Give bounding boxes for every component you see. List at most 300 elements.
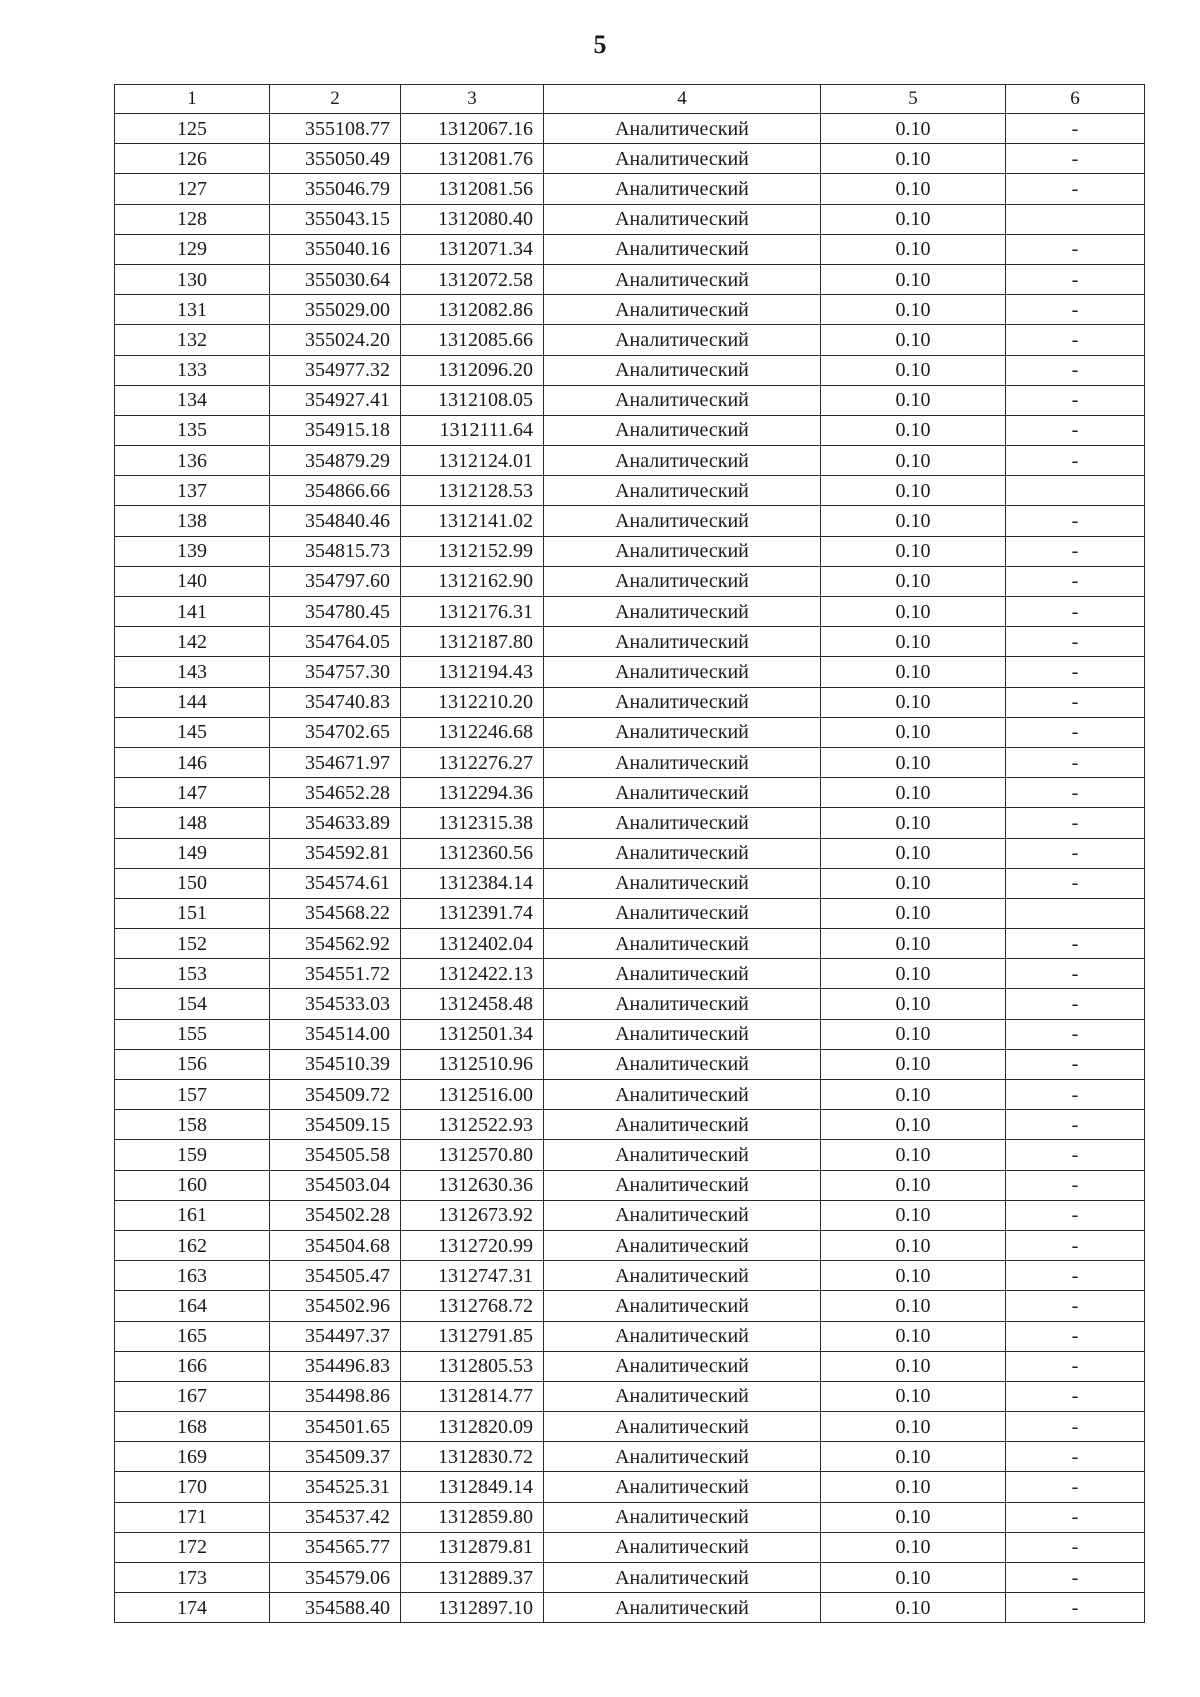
cell-coord-y: 1312096.20	[401, 355, 544, 385]
cell-coord-x: 354757.30	[270, 657, 401, 687]
cell-description: -	[1006, 264, 1145, 294]
cell-accuracy: 0.10	[821, 1110, 1006, 1140]
table-row	[115, 1381, 1145, 1411]
table-row	[115, 657, 1145, 687]
cell-coord-x: 354915.18	[270, 415, 401, 445]
cell-method: Аналитический	[544, 144, 821, 174]
cell-method: Аналитический	[544, 295, 821, 325]
table-row	[115, 1532, 1145, 1562]
cell-accuracy: 0.10	[821, 929, 1006, 959]
cell-point-number: 131	[115, 295, 270, 325]
cell-description: -	[1006, 1049, 1145, 1079]
cell-coord-y: 1312082.86	[401, 295, 544, 325]
cell-description: -	[1006, 717, 1145, 747]
cell-description: -	[1006, 1170, 1145, 1200]
cell-coord-x: 354740.83	[270, 687, 401, 717]
cell-description: -	[1006, 1140, 1145, 1170]
cell-coord-x: 354671.97	[270, 747, 401, 777]
cell-coord-x: 354509.15	[270, 1110, 401, 1140]
table-row	[115, 1351, 1145, 1381]
cell-method: Аналитический	[544, 687, 821, 717]
cell-coord-y: 1312849.14	[401, 1472, 544, 1502]
table-row	[115, 506, 1145, 536]
table-row	[115, 476, 1145, 506]
cell-point-number: 167	[115, 1381, 270, 1411]
table-row	[115, 929, 1145, 959]
cell-accuracy: 0.10	[821, 325, 1006, 355]
cell-coord-x: 354533.03	[270, 989, 401, 1019]
cell-description: -	[1006, 1442, 1145, 1472]
table-row	[115, 1472, 1145, 1502]
cell-accuracy: 0.10	[821, 898, 1006, 928]
cell-accuracy: 0.10	[821, 385, 1006, 415]
cell-method: Аналитический	[544, 1200, 821, 1230]
cell-description: -	[1006, 1563, 1145, 1593]
cell-accuracy: 0.10	[821, 1230, 1006, 1260]
table-row	[115, 1412, 1145, 1442]
cell-accuracy: 0.10	[821, 204, 1006, 234]
cell-method: Аналитический	[544, 566, 821, 596]
cell-coord-x: 354514.00	[270, 1019, 401, 1049]
cell-accuracy: 0.10	[821, 1321, 1006, 1351]
cell-method: Аналитический	[544, 446, 821, 476]
cell-accuracy: 0.10	[821, 1140, 1006, 1170]
table-row	[115, 808, 1145, 838]
cell-coord-x: 354509.37	[270, 1442, 401, 1472]
cell-method: Аналитический	[544, 597, 821, 627]
cell-method: Аналитический	[544, 838, 821, 868]
cell-coord-x: 354633.89	[270, 808, 401, 838]
cell-description: -	[1006, 114, 1145, 144]
cell-method: Аналитический	[544, 355, 821, 385]
cell-method: Аналитический	[544, 1080, 821, 1110]
cell-method: Аналитический	[544, 536, 821, 566]
cell-description: -	[1006, 1593, 1145, 1623]
cell-description: -	[1006, 446, 1145, 476]
cell-accuracy: 0.10	[821, 1080, 1006, 1110]
cell-description: -	[1006, 1381, 1145, 1411]
page-number: 5	[593, 30, 607, 59]
cell-coord-x: 354574.61	[270, 868, 401, 898]
table-row	[115, 385, 1145, 415]
cell-coord-y: 1312458.48	[401, 989, 544, 1019]
cell-description: -	[1006, 295, 1145, 325]
cell-coord-x: 354840.46	[270, 506, 401, 536]
cell-coord-x: 354537.42	[270, 1502, 401, 1532]
cell-coord-y: 1312128.53	[401, 476, 544, 506]
cell-accuracy: 0.10	[821, 1472, 1006, 1502]
cell-description: -	[1006, 808, 1145, 838]
cell-method: Аналитический	[544, 1502, 821, 1532]
cell-accuracy: 0.10	[821, 536, 1006, 566]
cell-accuracy: 0.10	[821, 1261, 1006, 1291]
cell-coord-x: 354977.32	[270, 355, 401, 385]
cell-accuracy: 0.10	[821, 264, 1006, 294]
table-row	[115, 959, 1145, 989]
cell-method: Аналитический	[544, 1261, 821, 1291]
table-row	[115, 838, 1145, 868]
cell-point-number: 126	[115, 144, 270, 174]
cell-coord-y: 1312879.81	[401, 1532, 544, 1562]
cell-accuracy: 0.10	[821, 1563, 1006, 1593]
header-col-2: 2	[270, 85, 401, 114]
cell-point-number: 165	[115, 1321, 270, 1351]
table-row	[115, 1019, 1145, 1049]
cell-accuracy: 0.10	[821, 446, 1006, 476]
table-row	[115, 1261, 1145, 1291]
cell-coord-y: 1312194.43	[401, 657, 544, 687]
table-body	[115, 114, 1145, 1623]
cell-method: Аналитический	[544, 1140, 821, 1170]
cell-description: -	[1006, 1230, 1145, 1260]
cell-point-number: 141	[115, 597, 270, 627]
cell-description: -	[1006, 174, 1145, 204]
cell-description: -	[1006, 506, 1145, 536]
cell-point-number: 143	[115, 657, 270, 687]
cell-point-number: 172	[115, 1532, 270, 1562]
cell-accuracy: 0.10	[821, 778, 1006, 808]
cell-method: Аналитический	[544, 204, 821, 234]
cell-accuracy: 0.10	[821, 687, 1006, 717]
table-row	[115, 234, 1145, 264]
cell-coord-y: 1312402.04	[401, 929, 544, 959]
table-row	[115, 597, 1145, 627]
cell-coord-y: 1312791.85	[401, 1321, 544, 1351]
cell-description: -	[1006, 597, 1145, 627]
cell-point-number: 138	[115, 506, 270, 536]
cell-coord-x: 354551.72	[270, 959, 401, 989]
cell-accuracy: 0.10	[821, 657, 1006, 687]
table-row	[115, 989, 1145, 1019]
table-row	[115, 778, 1145, 808]
cell-coord-x: 355030.64	[270, 264, 401, 294]
cell-coord-y: 1312889.37	[401, 1563, 544, 1593]
cell-accuracy: 0.10	[821, 1351, 1006, 1381]
table-row	[115, 1593, 1145, 1623]
cell-method: Аналитический	[544, 476, 821, 506]
cell-method: Аналитический	[544, 1412, 821, 1442]
cell-coord-x: 354588.40	[270, 1593, 401, 1623]
cell-point-number: 145	[115, 717, 270, 747]
coordinates-table	[114, 84, 1145, 1623]
table-row	[115, 717, 1145, 747]
cell-method: Аналитический	[544, 1321, 821, 1351]
cell-coord-y: 1312820.09	[401, 1412, 544, 1442]
cell-method: Аналитический	[544, 415, 821, 445]
cell-coord-y: 1312294.36	[401, 778, 544, 808]
cell-point-number: 151	[115, 898, 270, 928]
cell-point-number: 161	[115, 1200, 270, 1230]
cell-coord-y: 1312516.00	[401, 1080, 544, 1110]
cell-point-number: 137	[115, 476, 270, 506]
cell-coord-y: 1312162.90	[401, 566, 544, 596]
header-col-5: 5	[821, 85, 1006, 114]
cell-accuracy: 0.10	[821, 1412, 1006, 1442]
cell-coord-x: 355024.20	[270, 325, 401, 355]
cell-method: Аналитический	[544, 1351, 821, 1381]
cell-description: -	[1006, 536, 1145, 566]
cell-coord-x: 354652.28	[270, 778, 401, 808]
cell-accuracy: 0.10	[821, 627, 1006, 657]
cell-method: Аналитический	[544, 868, 821, 898]
table-row	[115, 446, 1145, 476]
cell-coord-x: 354503.04	[270, 1170, 401, 1200]
cell-description: -	[1006, 959, 1145, 989]
cell-accuracy: 0.10	[821, 1200, 1006, 1230]
cell-accuracy: 0.10	[821, 1291, 1006, 1321]
cell-accuracy: 0.10	[821, 476, 1006, 506]
cell-description: -	[1006, 627, 1145, 657]
cell-description	[1006, 204, 1145, 234]
cell-description: -	[1006, 385, 1145, 415]
cell-coord-x: 354498.86	[270, 1381, 401, 1411]
cell-coord-y: 1312830.72	[401, 1442, 544, 1472]
cell-coord-y: 1312501.34	[401, 1019, 544, 1049]
cell-method: Аналитический	[544, 989, 821, 1019]
cell-method: Аналитический	[544, 1291, 821, 1321]
cell-method: Аналитический	[544, 747, 821, 777]
cell-coord-y: 1312360.56	[401, 838, 544, 868]
cell-coord-x: 354764.05	[270, 627, 401, 657]
cell-coord-x: 354702.65	[270, 717, 401, 747]
cell-accuracy: 0.10	[821, 144, 1006, 174]
cell-point-number: 147	[115, 778, 270, 808]
table-row	[115, 114, 1145, 144]
cell-point-number: 129	[115, 234, 270, 264]
cell-method: Аналитический	[544, 114, 821, 144]
cell-point-number: 152	[115, 929, 270, 959]
cell-accuracy: 0.10	[821, 868, 1006, 898]
cell-accuracy: 0.10	[821, 174, 1006, 204]
cell-accuracy: 0.10	[821, 415, 1006, 445]
cell-description: -	[1006, 1532, 1145, 1562]
table-row	[115, 295, 1145, 325]
cell-method: Аналитический	[544, 385, 821, 415]
cell-description: -	[1006, 929, 1145, 959]
header-col-4: 4	[544, 85, 821, 114]
cell-coord-y: 1312805.53	[401, 1351, 544, 1381]
cell-point-number: 132	[115, 325, 270, 355]
cell-coord-x: 355046.79	[270, 174, 401, 204]
cell-description: -	[1006, 838, 1145, 868]
cell-description: -	[1006, 989, 1145, 1019]
cell-description: -	[1006, 1472, 1145, 1502]
cell-accuracy: 0.10	[821, 506, 1006, 536]
cell-point-number: 166	[115, 1351, 270, 1381]
cell-description: -	[1006, 747, 1145, 777]
cell-coord-y: 1312111.64	[401, 415, 544, 445]
cell-description	[1006, 476, 1145, 506]
cell-point-number: 130	[115, 264, 270, 294]
cell-point-number: 125	[115, 114, 270, 144]
cell-coord-y: 1312080.40	[401, 204, 544, 234]
cell-coord-x: 355029.00	[270, 295, 401, 325]
header-col-1: 1	[115, 85, 270, 114]
cell-point-number: 146	[115, 747, 270, 777]
cell-description: -	[1006, 1412, 1145, 1442]
cell-method: Аналитический	[544, 657, 821, 687]
cell-accuracy: 0.10	[821, 1170, 1006, 1200]
cell-coord-x: 354592.81	[270, 838, 401, 868]
cell-coord-y: 1312630.36	[401, 1170, 544, 1200]
cell-method: Аналитический	[544, 1110, 821, 1140]
cell-accuracy: 0.10	[821, 808, 1006, 838]
cell-coord-y: 1312673.92	[401, 1200, 544, 1230]
cell-description: -	[1006, 566, 1145, 596]
cell-coord-y: 1312081.56	[401, 174, 544, 204]
cell-coord-y: 1312814.77	[401, 1381, 544, 1411]
cell-description: -	[1006, 778, 1145, 808]
cell-coord-y: 1312176.31	[401, 597, 544, 627]
cell-description: -	[1006, 1019, 1145, 1049]
cell-point-number: 149	[115, 838, 270, 868]
cell-method: Аналитический	[544, 1593, 821, 1623]
cell-description: -	[1006, 355, 1145, 385]
table-row	[115, 1563, 1145, 1593]
cell-description: -	[1006, 1502, 1145, 1532]
header-col-3: 3	[401, 85, 544, 114]
header-col-6: 6	[1006, 85, 1145, 114]
cell-coord-y: 1312391.74	[401, 898, 544, 928]
cell-coord-y: 1312081.76	[401, 144, 544, 174]
table-row	[115, 1080, 1145, 1110]
cell-point-number: 150	[115, 868, 270, 898]
cell-coord-y: 1312152.99	[401, 536, 544, 566]
table-row	[115, 1140, 1145, 1170]
cell-method: Аналитический	[544, 717, 821, 747]
cell-coord-x: 354879.29	[270, 446, 401, 476]
cell-point-number: 153	[115, 959, 270, 989]
cell-coord-y: 1312276.27	[401, 747, 544, 777]
cell-method: Аналитический	[544, 325, 821, 355]
cell-description: -	[1006, 1291, 1145, 1321]
cell-method: Аналитический	[544, 898, 821, 928]
cell-method: Аналитический	[544, 1442, 821, 1472]
cell-point-number: 142	[115, 627, 270, 657]
cell-coord-x: 354510.39	[270, 1049, 401, 1079]
cell-coord-x: 354815.73	[270, 536, 401, 566]
cell-coord-y: 1312859.80	[401, 1502, 544, 1532]
table-row	[115, 415, 1145, 445]
cell-coord-y: 1312071.34	[401, 234, 544, 264]
table-row	[115, 627, 1145, 657]
table-row	[115, 264, 1145, 294]
cell-point-number: 128	[115, 204, 270, 234]
cell-coord-x: 354509.72	[270, 1080, 401, 1110]
cell-method: Аналитический	[544, 1230, 821, 1260]
cell-coord-y: 1312210.20	[401, 687, 544, 717]
table-row	[115, 355, 1145, 385]
cell-method: Аналитический	[544, 1563, 821, 1593]
cell-coord-x: 354562.92	[270, 929, 401, 959]
cell-coord-y: 1312124.01	[401, 446, 544, 476]
cell-accuracy: 0.10	[821, 959, 1006, 989]
cell-accuracy: 0.10	[821, 747, 1006, 777]
cell-coord-y: 1312246.68	[401, 717, 544, 747]
table-row	[115, 1170, 1145, 1200]
cell-point-number: 170	[115, 1472, 270, 1502]
cell-point-number: 156	[115, 1049, 270, 1079]
cell-accuracy: 0.10	[821, 1381, 1006, 1411]
cell-description: -	[1006, 234, 1145, 264]
cell-point-number: 136	[115, 446, 270, 476]
cell-point-number: 168	[115, 1412, 270, 1442]
cell-method: Аналитический	[544, 264, 821, 294]
cell-point-number: 133	[115, 355, 270, 385]
cell-method: Аналитический	[544, 1472, 821, 1502]
cell-method: Аналитический	[544, 627, 821, 657]
cell-coord-y: 1312085.66	[401, 325, 544, 355]
cell-point-number: 160	[115, 1170, 270, 1200]
cell-accuracy: 0.10	[821, 295, 1006, 325]
table-row	[115, 536, 1145, 566]
cell-method: Аналитический	[544, 234, 821, 264]
cell-accuracy: 0.10	[821, 597, 1006, 627]
cell-description: -	[1006, 687, 1145, 717]
cell-point-number: 174	[115, 1593, 270, 1623]
cell-accuracy: 0.10	[821, 1442, 1006, 1472]
cell-coord-y: 1312315.38	[401, 808, 544, 838]
cell-accuracy: 0.10	[821, 1019, 1006, 1049]
cell-point-number: 139	[115, 536, 270, 566]
table-row	[115, 687, 1145, 717]
table-row	[115, 747, 1145, 777]
cell-accuracy: 0.10	[821, 1532, 1006, 1562]
cell-method: Аналитический	[544, 778, 821, 808]
cell-coord-y: 1312897.10	[401, 1593, 544, 1623]
table-row	[115, 898, 1145, 928]
cell-description: -	[1006, 1200, 1145, 1230]
cell-accuracy: 0.10	[821, 355, 1006, 385]
cell-method: Аналитический	[544, 1019, 821, 1049]
cell-method: Аналитический	[544, 808, 821, 838]
cell-coord-y: 1312108.05	[401, 385, 544, 415]
cell-description: -	[1006, 1110, 1145, 1140]
cell-coord-x: 354780.45	[270, 597, 401, 627]
cell-description	[1006, 898, 1145, 928]
cell-point-number: 135	[115, 415, 270, 445]
cell-method: Аналитический	[544, 1381, 821, 1411]
header-row	[115, 85, 1145, 114]
table-row	[115, 1230, 1145, 1260]
table-row	[115, 1321, 1145, 1351]
table-row	[115, 1200, 1145, 1230]
cell-point-number: 134	[115, 385, 270, 415]
cell-point-number: 158	[115, 1110, 270, 1140]
cell-accuracy: 0.10	[821, 114, 1006, 144]
cell-description: -	[1006, 1321, 1145, 1351]
cell-coord-x: 354504.68	[270, 1230, 401, 1260]
cell-coord-x: 355108.77	[270, 114, 401, 144]
cell-description: -	[1006, 868, 1145, 898]
cell-method: Аналитический	[544, 1532, 821, 1562]
cell-coord-x: 354505.47	[270, 1261, 401, 1291]
cell-coord-x: 354797.60	[270, 566, 401, 596]
cell-description: -	[1006, 1080, 1145, 1110]
cell-point-number: 140	[115, 566, 270, 596]
cell-coord-x: 354501.65	[270, 1412, 401, 1442]
table-row	[115, 325, 1145, 355]
cell-method: Аналитический	[544, 1049, 821, 1079]
cell-accuracy: 0.10	[821, 566, 1006, 596]
cell-accuracy: 0.10	[821, 1593, 1006, 1623]
cell-coord-y: 1312522.93	[401, 1110, 544, 1140]
cell-coord-y: 1312422.13	[401, 959, 544, 989]
cell-coord-y: 1312187.80	[401, 627, 544, 657]
cell-description: -	[1006, 1261, 1145, 1291]
cell-description: -	[1006, 1351, 1145, 1381]
cell-coord-x: 354565.77	[270, 1532, 401, 1562]
